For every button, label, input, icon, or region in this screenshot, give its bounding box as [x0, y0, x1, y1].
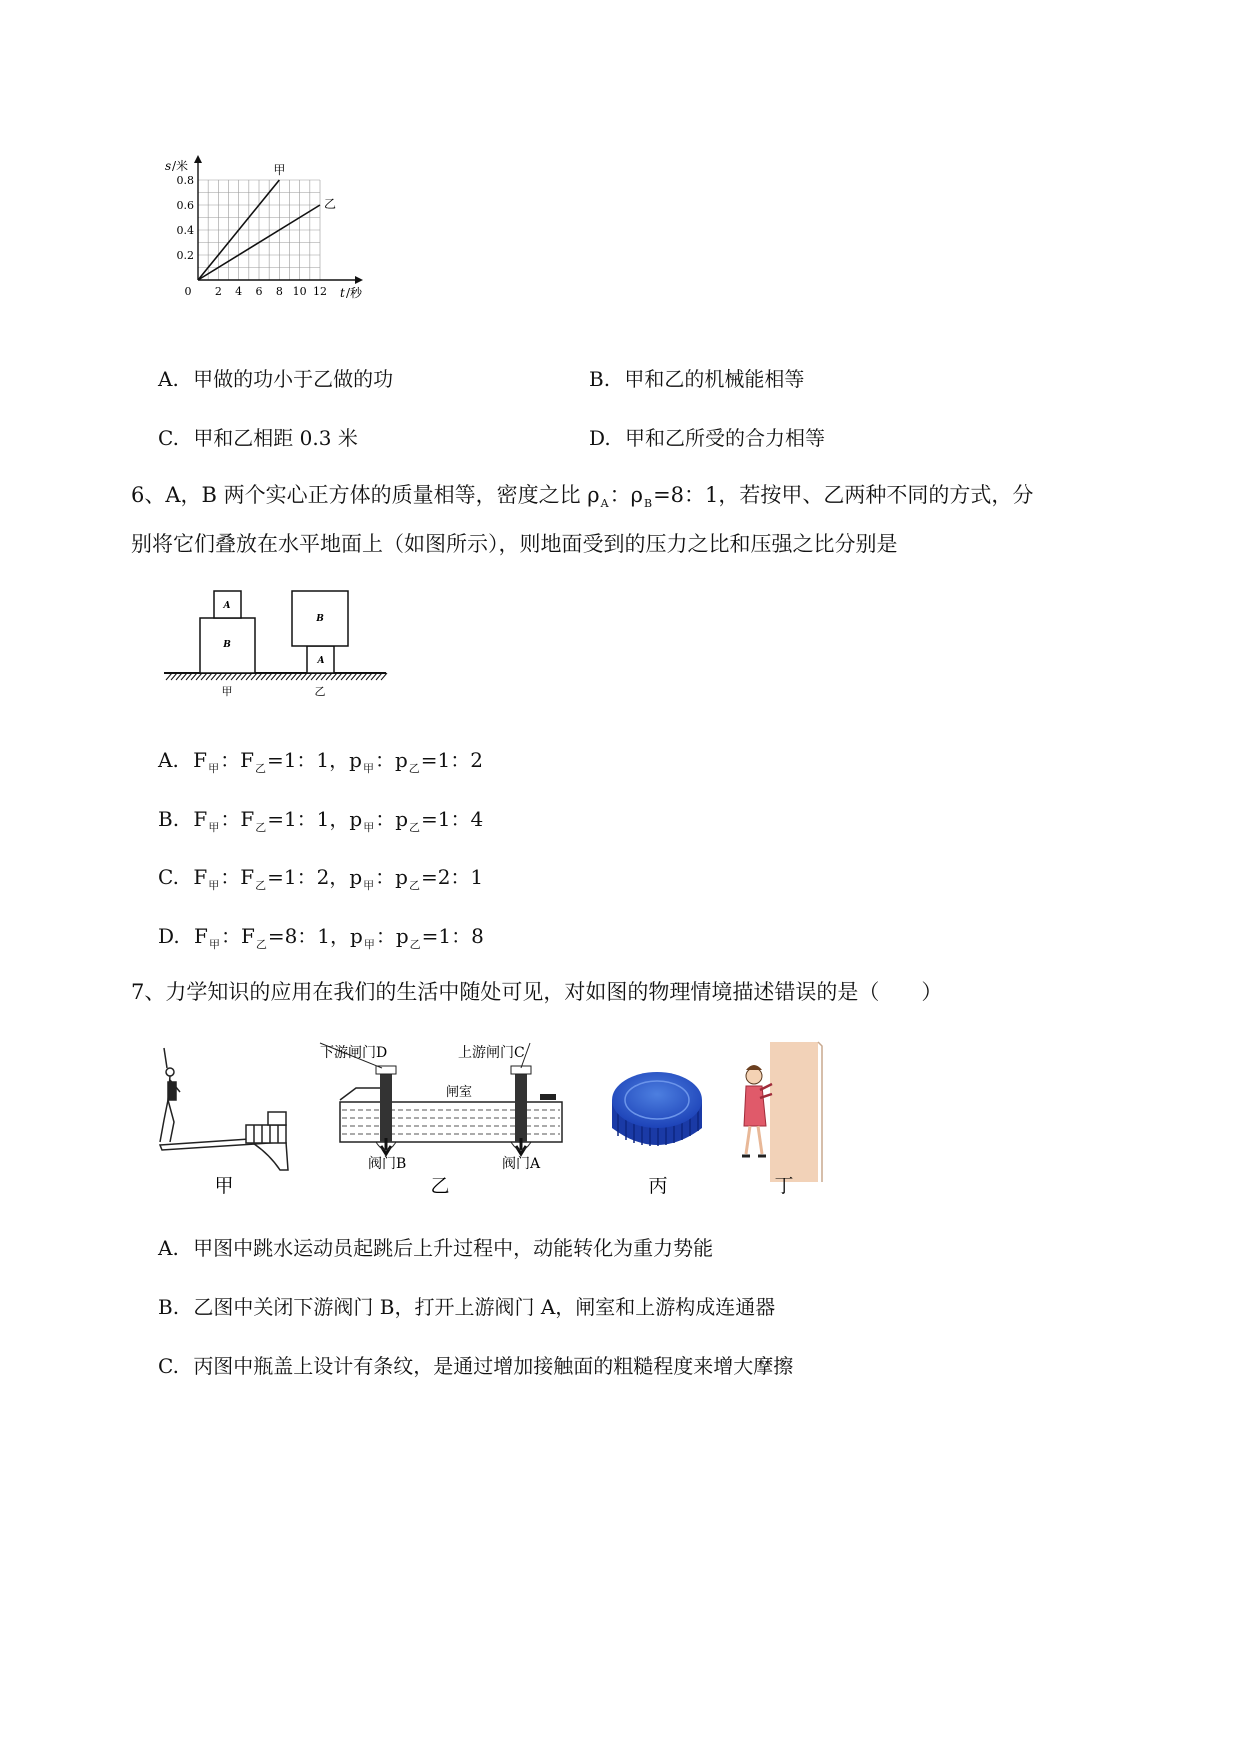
ground-hatch-line: [381, 673, 387, 680]
y-tick-label: 0.8: [176, 174, 194, 187]
y-axis-unit: /米: [172, 159, 189, 173]
label-valve-a: 阀门A: [502, 1156, 541, 1172]
x-axis-unit: /秒: [346, 286, 363, 300]
q7-option-c[interactable]: [158, 1354, 793, 1378]
ground-hatch-line: [321, 673, 327, 680]
ground-hatch-line: [306, 673, 312, 680]
option-text: 甲和乙相距 0.3 米: [193, 426, 358, 450]
ground-hatch-line: [366, 673, 372, 680]
ground-hatch-line: [316, 673, 322, 680]
ground-hatch-line: [221, 673, 227, 680]
jia-label-a: A: [223, 601, 231, 611]
option-letter: A.: [158, 1236, 179, 1260]
ground-hatch-line: [296, 673, 302, 680]
ground-hatch-line: [181, 673, 187, 680]
ground-hatch-line: [166, 673, 172, 680]
option-text: 甲做的功小于乙做的功: [193, 367, 394, 391]
option-text: 丙图中瓶盖上设计有条纹，是通过增加接触面的粗糙程度来增大摩擦: [193, 1354, 794, 1378]
q7-caption-bing: 丙: [648, 1175, 668, 1197]
label-valve-b: 阀门B: [368, 1156, 407, 1172]
x-tick-label: 0: [184, 285, 192, 298]
ground-hatch-line: [261, 673, 267, 680]
option-text: 甲和乙的机械能相等: [624, 367, 805, 391]
q7-stem: 7、力学知识的应用在我们的生活中随处可见，对如图的物理情境描述错误的是（ ）: [131, 980, 943, 1004]
ground-hatch-line: [361, 673, 367, 680]
ground-hatch-line: [256, 673, 262, 680]
q6-stacked-cubes-figure: [160, 585, 390, 700]
bottle-cap-scene: [612, 1072, 702, 1146]
ground-hatch-line: [291, 673, 297, 680]
yi-label-a: A: [317, 656, 325, 666]
chart-grid: [198, 180, 320, 280]
y-axis-arrow: [194, 155, 202, 163]
ground-hatch-line: [331, 673, 337, 680]
ground-hatch-line: [231, 673, 237, 680]
ground-hatch-line: [286, 673, 292, 680]
q6-option-b[interactable]: B. $F_甲$：$F_乙=1$：1，$p_甲$：$p_乙=1$：4: [158, 807, 484, 834]
label-downstream-gate: 下游闸门D: [320, 1045, 388, 1061]
ground-hatch-line: [356, 673, 362, 680]
yi-label-b: B: [316, 614, 324, 624]
q5-option-c[interactable]: [158, 426, 358, 450]
x-axis-var: t: [340, 286, 345, 300]
ground-hatch-line: [191, 673, 197, 680]
ground-hatch-line: [281, 673, 287, 680]
option-text: 甲图中跳水运动员起跳后上升过程中，动能转化为重力势能: [193, 1236, 714, 1260]
ground-hatch-line: [351, 673, 357, 680]
q6-option-a[interactable]: A. $F_甲$：$F_乙=1$：1，$p_甲$：$p_乙=1$：2: [158, 748, 484, 775]
ground-hatch-line: [376, 673, 382, 680]
jia-label-b: B: [223, 640, 231, 650]
x-tick-label: 4: [235, 285, 243, 298]
label-upstream-gate: 上游闸门C: [458, 1045, 525, 1061]
option-letter: A.: [158, 367, 179, 391]
diver-scene: [160, 1048, 288, 1170]
q7-caption-yi: 乙: [430, 1175, 450, 1197]
ground-hatch-line: [251, 673, 257, 680]
x-axis-arrow: [355, 276, 363, 284]
q5-option-b[interactable]: [589, 367, 804, 391]
ground-hatch-line: [341, 673, 347, 680]
option-letter: B.: [589, 367, 611, 391]
option-letter: D.: [589, 426, 611, 450]
y-axis-var: s: [165, 159, 172, 173]
option-letter: B.: [158, 1295, 180, 1319]
q5-st-chart: [160, 150, 390, 310]
ground-hatch-line: [201, 673, 207, 680]
ground-hatch-line: [311, 673, 317, 680]
ground-hatch-line: [346, 673, 352, 680]
ground-hatch-line: [271, 673, 277, 680]
x-tick-label: 12: [313, 285, 327, 298]
caption-yi: 乙: [314, 685, 326, 698]
x-tick-label: 2: [214, 285, 222, 298]
ground-hatch-line: [206, 673, 212, 680]
ground-hatch-line: [241, 673, 247, 680]
ground-hatch-line: [266, 673, 272, 680]
ground-hatch-line: [276, 673, 282, 680]
push-wall-scene: [742, 1042, 822, 1182]
q7-four-scenes-figure: [150, 1030, 830, 1205]
q6-option-c[interactable]: C. $F_甲$：$F_乙=1$：2，$p_甲$：$p_乙=2$：1: [158, 865, 484, 892]
ground-hatch-line: [216, 673, 222, 680]
ground-hatch-line: [246, 673, 252, 680]
q7-caption-jia: 甲: [214, 1175, 234, 1197]
y-tick-label: 0.4: [176, 224, 194, 237]
ground-hatch-line: [186, 673, 192, 680]
option-text: 甲和乙所受的合力相等: [625, 426, 826, 450]
x-tick-label: 10: [292, 285, 307, 298]
chart-series: [198, 163, 336, 280]
ground-hatch-line: [196, 673, 202, 680]
q5-option-a[interactable]: [158, 367, 393, 391]
ground-hatch-line: [301, 673, 307, 680]
x-tick-label: 8: [275, 285, 283, 298]
y-tick-label: 0.2: [176, 249, 194, 262]
q6-option-d[interactable]: D. $F_甲$：$F_乙=8$：1，$p_甲$：$p_乙=1$：8: [158, 924, 484, 951]
ground-hatch-line: [326, 673, 332, 680]
x-tick-label: 6: [255, 285, 263, 298]
q7-option-b[interactable]: [158, 1295, 775, 1319]
ground-hatch-line: [171, 673, 177, 680]
caption-jia: 甲: [221, 685, 233, 698]
option-letter: C.: [158, 1354, 179, 1378]
q7-option-a[interactable]: [158, 1236, 713, 1260]
label-lock-chamber: 闸室: [446, 1085, 473, 1100]
ground-hatch-line: [226, 673, 232, 680]
ground-hatch-line: [371, 673, 377, 680]
ground-hatch-line: [176, 673, 182, 680]
series-label-yi: 乙: [324, 197, 337, 211]
q7-caption-ding: 丁: [774, 1175, 794, 1197]
series-label-jia: 甲: [273, 163, 286, 177]
q6-stem: 6、A，B 两个实心正方体的质量相等，密度之比 $\rho_A$：$\rho_B=8$：1，若按甲、乙两种不同的方式，分别将它们叠放在水平地面上（如图所示），则地面受到的压力之比和压强之比分别是: [131, 483, 1034, 556]
ground-hatch-line: [336, 673, 342, 680]
q5-option-d[interactable]: [589, 426, 825, 450]
option-text: 乙图中关闭下游阀门 B，打开上游阀门 A，闸室和上游构成连通器: [193, 1295, 776, 1319]
option-letter: C.: [158, 426, 179, 450]
ground-hatch-line: [211, 673, 217, 680]
ground-hatch-line: [236, 673, 242, 680]
y-tick-label: 0.6: [176, 199, 194, 212]
